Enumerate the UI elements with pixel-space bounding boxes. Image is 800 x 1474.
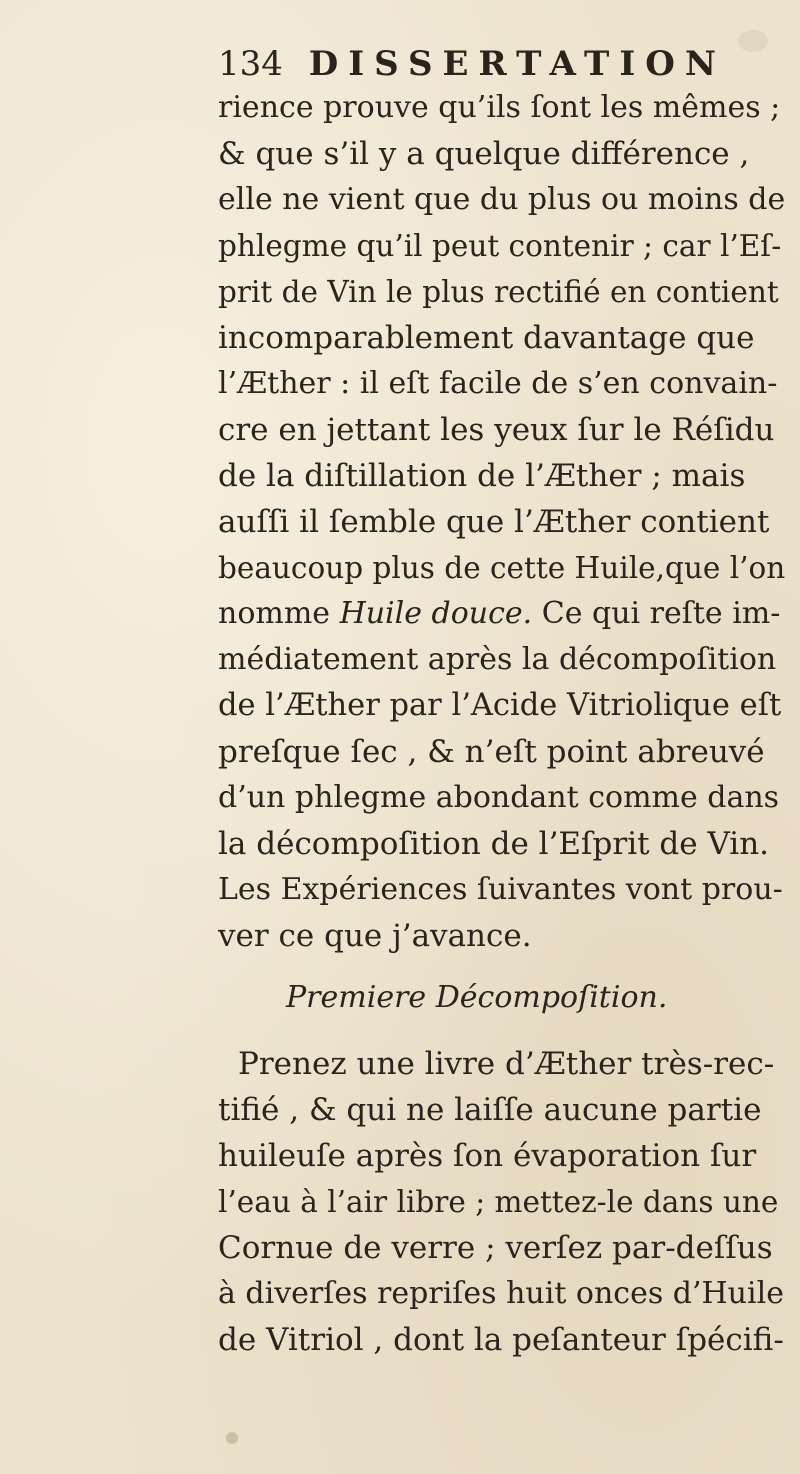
text-line: de l’Æther par l’Acide Vitriolique eſt	[218, 688, 782, 723]
text-line: Cornue de verre ; verſez par-deſſus	[218, 1230, 773, 1266]
text-line: incomparablement davantage que	[218, 320, 755, 356]
text-line: l’eau à l’air libre ; mettez-le dans une	[218, 1185, 779, 1219]
text-line: auſſi il ſemble que l’Æther contient	[218, 504, 770, 540]
section-heading: Premiere Décompoſition.	[286, 980, 668, 1015]
text-line: d’un phlegme abondant comme dans	[218, 780, 780, 815]
text-line: l’Æther : il eſt facile de s’en convain-	[218, 366, 778, 401]
page-number: 134	[218, 44, 283, 84]
text-line: huileuſe après ſon évaporation ſur	[218, 1138, 757, 1174]
paper-stain	[738, 30, 768, 52]
running-title: DISSERTATION	[308, 44, 726, 84]
italic-term: Huile douce.	[339, 596, 533, 631]
text-line: la décompoſition de l’Eſprit de Vin.	[218, 826, 770, 862]
text-segment: Ce qui reſte im-	[532, 596, 781, 631]
text-line: & que s’il y a quelque différence ,	[218, 136, 750, 172]
text-line: ver ce que j’avance.	[218, 918, 532, 954]
text-line: à diverſes repriſes huit onces d’Huile	[218, 1276, 784, 1311]
text-line: médiatement après la décompoſition	[218, 642, 777, 677]
text-line-with-italic	[218, 594, 780, 634]
paper-stain	[226, 1432, 238, 1444]
text-line: tifié , & qui ne laiſſe aucune partie	[218, 1092, 762, 1128]
text-line: phlegme qu’il peut contenir ; car l’Eſ-	[218, 229, 782, 263]
text-segment: nomme	[218, 596, 340, 631]
text-line: Les Expériences ſuivantes vont prou-	[218, 872, 783, 907]
text-line: de Vitriol , dont la peſanteur ſpécifi-	[218, 1322, 784, 1358]
text-line: cre en jettant les yeux ſur le Réſidu	[218, 412, 775, 448]
text-line: prit de Vin le plus rectifié en contient	[218, 275, 779, 309]
text-line: beaucoup plus de cette Huile,que l’on	[218, 551, 786, 585]
text-line: de la diſtillation de l’Æther ; mais	[218, 458, 746, 494]
text-line: Prenez une livre d’Æther très-rec-	[238, 1046, 775, 1082]
running-header	[218, 42, 726, 86]
text-line: preſque ſec , & n’eſt point abreuvé	[218, 734, 765, 770]
text-line: rience prouve qu’ils ſont les mêmes ;	[218, 90, 781, 125]
text-line: elle ne vient que du plus ou moins de	[218, 182, 786, 217]
